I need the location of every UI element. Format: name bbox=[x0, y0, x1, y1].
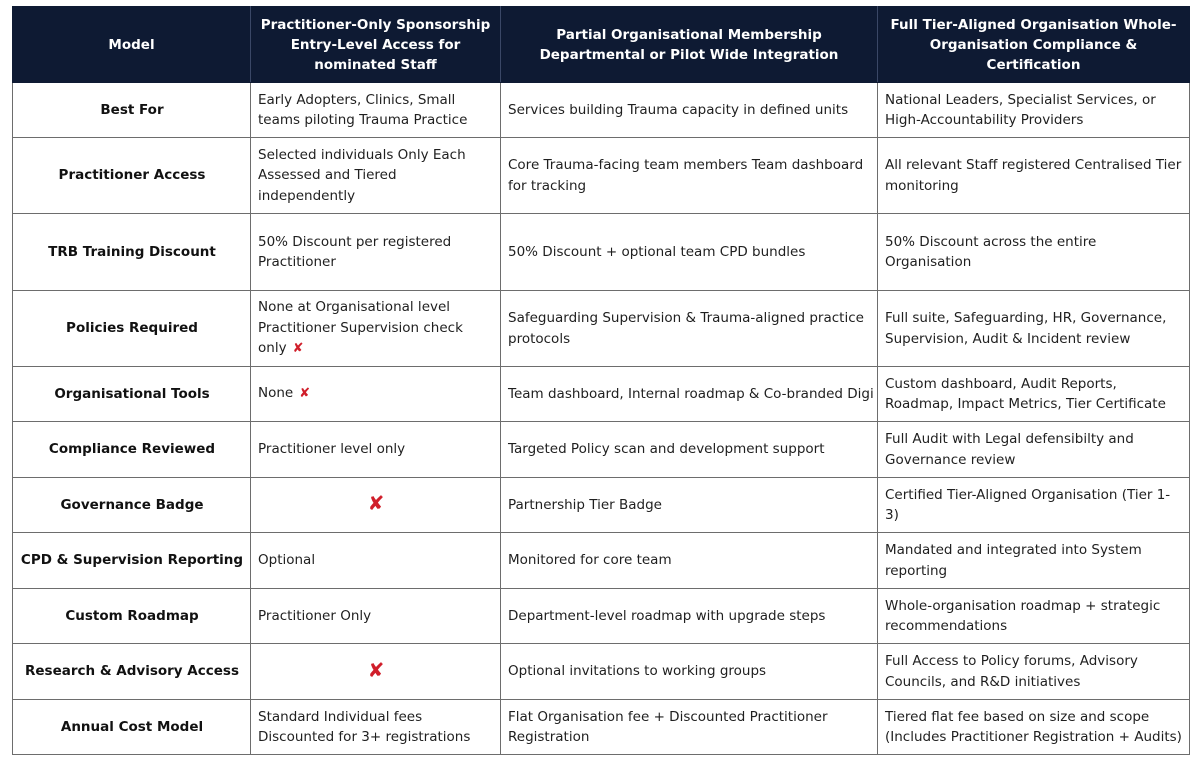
practitioner-cell bbox=[251, 478, 501, 533]
row-label: TRB Training Discount bbox=[13, 214, 251, 291]
practitioner-cell: Standard Individual fees Discounted for 3+ registrations bbox=[251, 700, 501, 755]
header-full-tier-aligned: Full Tier-Aligned Organisation Whole-Organisation Compliance & Certification bbox=[878, 7, 1190, 83]
row-label: Custom Roadmap bbox=[13, 589, 251, 644]
partial-cell: Team dashboard, Internal roadmap & Co-branded Digi bbox=[501, 367, 878, 422]
practitioner-cell: Early Adopters, Clinics, Small teams piloting Trauma Practice bbox=[251, 83, 501, 138]
partial-cell: 50% Discount + optional team CPD bundles bbox=[501, 214, 878, 291]
row-label: Annual Cost Model bbox=[13, 700, 251, 755]
header-practitioner-only: Practitioner-Only Sponsorship Entry-Level Access for nominated Staff bbox=[251, 7, 501, 83]
practitioner-cell-text: None at Organisational level Practitioner Supervision check only bbox=[258, 299, 463, 357]
partial-cell: Optional invitations to working groups bbox=[501, 644, 878, 700]
cross-icon: ✘ bbox=[367, 657, 385, 682]
row-label: CPD & Supervision Reporting bbox=[13, 533, 251, 589]
row-label: Compliance Reviewed bbox=[13, 422, 251, 478]
membership-comparison-table bbox=[12, 6, 1190, 755]
table-row bbox=[13, 422, 1190, 478]
full-cell: Full suite, Safeguarding, HR, Governance, Supervision, Audit & Incident review bbox=[878, 291, 1190, 367]
table-row bbox=[13, 644, 1190, 700]
partial-cell: Core Trauma-facing team members Team dashboard for tracking bbox=[501, 138, 878, 214]
cross-icon: ✘ bbox=[292, 341, 304, 357]
practitioner-cell-text: None bbox=[258, 385, 294, 402]
cross-icon: ✘ bbox=[299, 386, 311, 402]
full-cell: Full Access to Policy forums, Advisory Councils, and R&D initiatives bbox=[878, 644, 1190, 700]
table-row bbox=[13, 367, 1190, 422]
practitioner-cell: 50% Discount per registered Practitioner bbox=[251, 214, 501, 291]
table-row bbox=[13, 138, 1190, 214]
header-model: Model bbox=[13, 7, 251, 83]
partial-cell: Partnership Tier Badge bbox=[501, 478, 878, 533]
row-label: Practitioner Access bbox=[13, 138, 251, 214]
full-cell: 50% Discount across the entire Organisation bbox=[878, 214, 1190, 291]
table-row bbox=[13, 533, 1190, 589]
practitioner-cell bbox=[251, 644, 501, 700]
practitioner-cell: Practitioner level only bbox=[251, 422, 501, 478]
header-row bbox=[13, 7, 1190, 83]
full-cell: Tiered flat fee based on size and scope (Includes Practitioner Registration + Audits) bbox=[878, 700, 1190, 755]
full-cell: All relevant Staff registered Centralised Tier monitoring bbox=[878, 138, 1190, 214]
row-label: Research & Advisory Access bbox=[13, 644, 251, 700]
table-row bbox=[13, 83, 1190, 138]
full-cell: Certified Tier-Aligned Organisation (Tier 1-3) bbox=[878, 478, 1190, 533]
table-row bbox=[13, 214, 1190, 291]
table-row bbox=[13, 589, 1190, 644]
practitioner-cell bbox=[251, 367, 501, 422]
partial-cell: Safeguarding Supervision & Trauma-aligned practice protocols bbox=[501, 291, 878, 367]
full-cell: Whole-organisation roadmap + strategic recommendations bbox=[878, 589, 1190, 644]
row-label: Organisational Tools bbox=[13, 367, 251, 422]
full-cell: National Leaders, Specialist Services, or High-Accountability Providers bbox=[878, 83, 1190, 138]
cross-icon: ✘ bbox=[367, 491, 385, 516]
row-label: Policies Required bbox=[13, 291, 251, 367]
row-label: Best For bbox=[13, 83, 251, 138]
practitioner-cell: Optional bbox=[251, 533, 501, 589]
practitioner-cell: Selected individuals Only Each Assessed and Tiered independently bbox=[251, 138, 501, 214]
practitioner-cell: Practitioner Only bbox=[251, 589, 501, 644]
practitioner-cell bbox=[251, 291, 501, 367]
full-cell: Mandated and integrated into System reporting bbox=[878, 533, 1190, 589]
table-row bbox=[13, 478, 1190, 533]
full-cell: Full Audit with Legal defensibilty and Governance review bbox=[878, 422, 1190, 478]
partial-cell: Monitored for core team bbox=[501, 533, 878, 589]
partial-cell: Services building Trauma capacity in defined units bbox=[501, 83, 878, 138]
table-row bbox=[13, 291, 1190, 367]
partial-cell: Department-level roadmap with upgrade steps bbox=[501, 589, 878, 644]
full-cell: Custom dashboard, Audit Reports, Roadmap, Impact Metrics, Tier Certificate bbox=[878, 367, 1190, 422]
header-partial-membership: Partial Organisational Membership Departmental or Pilot Wide Integration bbox=[501, 7, 878, 83]
partial-cell: Flat Organisation fee + Discounted Practitioner Registration bbox=[501, 700, 878, 755]
row-label: Governance Badge bbox=[13, 478, 251, 533]
table-row bbox=[13, 700, 1190, 755]
comparison-table-container bbox=[12, 6, 1189, 755]
partial-cell: Targeted Policy scan and development support bbox=[501, 422, 878, 478]
